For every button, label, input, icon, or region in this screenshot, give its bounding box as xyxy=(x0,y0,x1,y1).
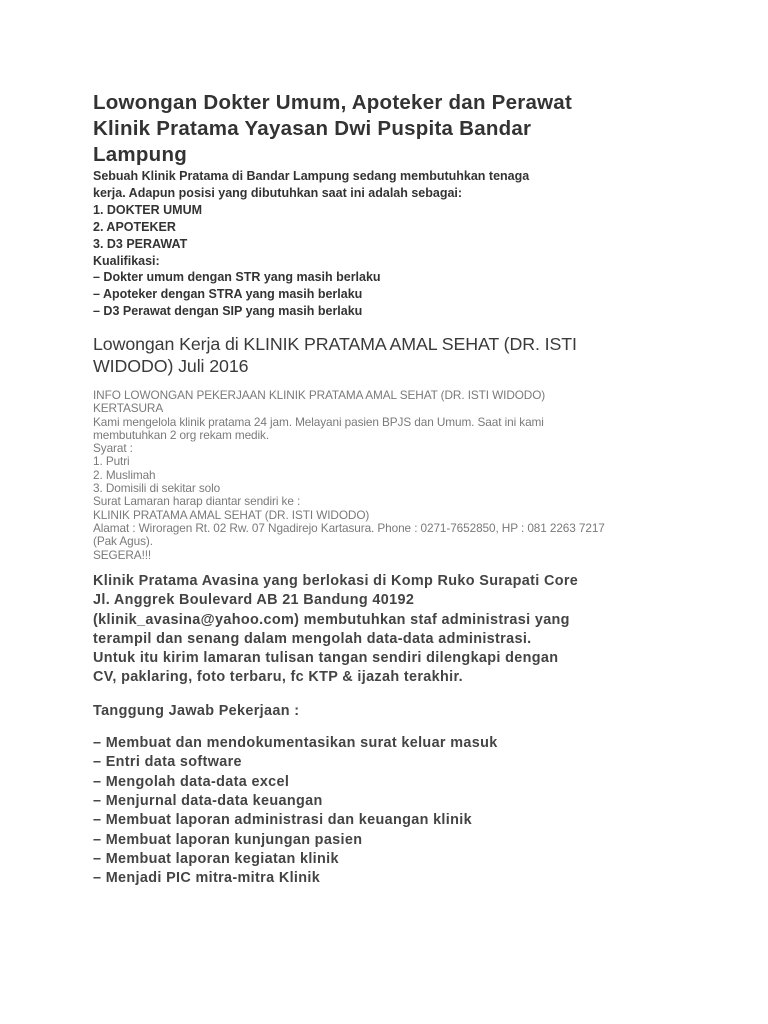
intro-line: (klinik_avasina@yahoo.com) membutuhkan staf administrasi yang xyxy=(93,611,570,628)
responsibility-item: – Membuat dan mendokumentasikan surat keluar masuk xyxy=(93,735,498,752)
list-item: 1. Putri xyxy=(93,454,130,469)
body-line: KLINIK PRATAMA AMAL SEHAT (DR. ISTI WIDODO) xyxy=(93,507,370,522)
body-line: membutuhkan 2 org rekam medik. xyxy=(93,427,269,442)
responsibilities-heading: Tanggung Jawab Pekerjaan : xyxy=(93,702,300,719)
body-line: Sebuah Klinik Pratama di Bandar Lampung sedang membutuhkan tenaga xyxy=(93,169,530,183)
job-post-avasina xyxy=(93,572,693,888)
list-item: – Apoteker dengan STRA yang masih berlaku xyxy=(93,287,363,302)
post-body xyxy=(93,572,693,888)
responsibility-item: – Membuat laporan kegiatan klinik xyxy=(93,850,339,867)
list-item: 3. Domisili di sekitar solo xyxy=(93,481,221,496)
body-line: INFO LOWONGAN PEKERJAAN KLINIK PRATAMA AMAL SEHAT (DR. ISTI WIDODO) xyxy=(93,388,546,402)
title-line: Lampung xyxy=(93,143,187,166)
list-item: – D3 Perawat dengan SIP yang masih berlaku xyxy=(93,304,363,319)
job-post-amal-sehat xyxy=(93,333,693,562)
qualifications-label: Kualifikasi: xyxy=(93,253,160,268)
list-item: 3. D3 PERAWAT xyxy=(93,236,188,251)
intro-line: terampil dan senang dalam mengolah data-data administrasi. xyxy=(93,630,532,647)
body-line: Kami mengelola klinik pratama 24 jam. Melayani pasien BPJS dan Umum. Saat ini kami xyxy=(93,414,544,429)
responsibility-item: – Menjurnal data-data keuangan xyxy=(93,792,323,809)
responsibility-item: – Entri data software xyxy=(93,754,242,771)
address-line: Alamat : Wiroragen Rt. 02 Rw. 07 Ngadirejo Kartasura. Phone : 0271-7652850, HP : 081 2263 7217 xyxy=(93,520,605,535)
title-line: Klinik Pratama Yayasan Dwi Puspita Bandar xyxy=(93,117,532,140)
address-line: (Pak Agus). xyxy=(93,534,153,549)
urgent-note: SEGERA!!! xyxy=(93,547,152,562)
body-line: KERTASURA xyxy=(93,401,164,416)
list-item: 2. Muslimah xyxy=(93,467,156,482)
requirements-label: Syarat : xyxy=(93,441,133,456)
job-post-lampung xyxy=(93,90,693,320)
responsibility-item: – Menjadi PIC mitra-mitra Klinik xyxy=(93,870,321,887)
post-title xyxy=(93,90,693,168)
list-item: 2. APOTEKER xyxy=(93,219,176,234)
post-body xyxy=(93,389,693,562)
responsibility-item: – Membuat laporan administrasi dan keuangan klinik xyxy=(93,812,472,829)
title-line: Lowongan Kerja di KLINIK PRATAMA AMAL SEHAT (DR. ISTI xyxy=(93,334,577,354)
responsibility-item: – Membuat laporan kunjungan pasien xyxy=(93,831,363,848)
intro-line: Untuk itu kirim lamaran tulisan tangan sendiri dilengkapi dengan xyxy=(93,650,559,667)
intro-line: Klinik Pratama Avasina yang berlokasi di Komp Ruko Surapati Core xyxy=(93,573,579,589)
list-item: 1. DOKTER UMUM xyxy=(93,202,203,217)
list-item: – Dokter umum dengan STR yang masih berlaku xyxy=(93,270,381,285)
title-line: Lowongan Dokter Umum, Apoteker dan Perawat xyxy=(93,91,573,114)
intro-line: CV, paklaring, foto terbaru, fc KTP & ijazah terakhir. xyxy=(93,669,463,686)
body-line: kerja. Adapun posisi yang dibutuhkan saat ini adalah sebagai: xyxy=(93,185,463,200)
responsibility-item: – Mengolah data-data excel xyxy=(93,773,290,790)
intro-line: Jl. Anggrek Boulevard AB 21 Bandung 40192 xyxy=(93,592,415,609)
post-title xyxy=(93,333,693,377)
title-line: WIDODO) Juli 2016 xyxy=(93,356,249,376)
post-body xyxy=(93,168,693,320)
body-line: Surat Lamaran harap diantar sendiri ke : xyxy=(93,494,301,509)
